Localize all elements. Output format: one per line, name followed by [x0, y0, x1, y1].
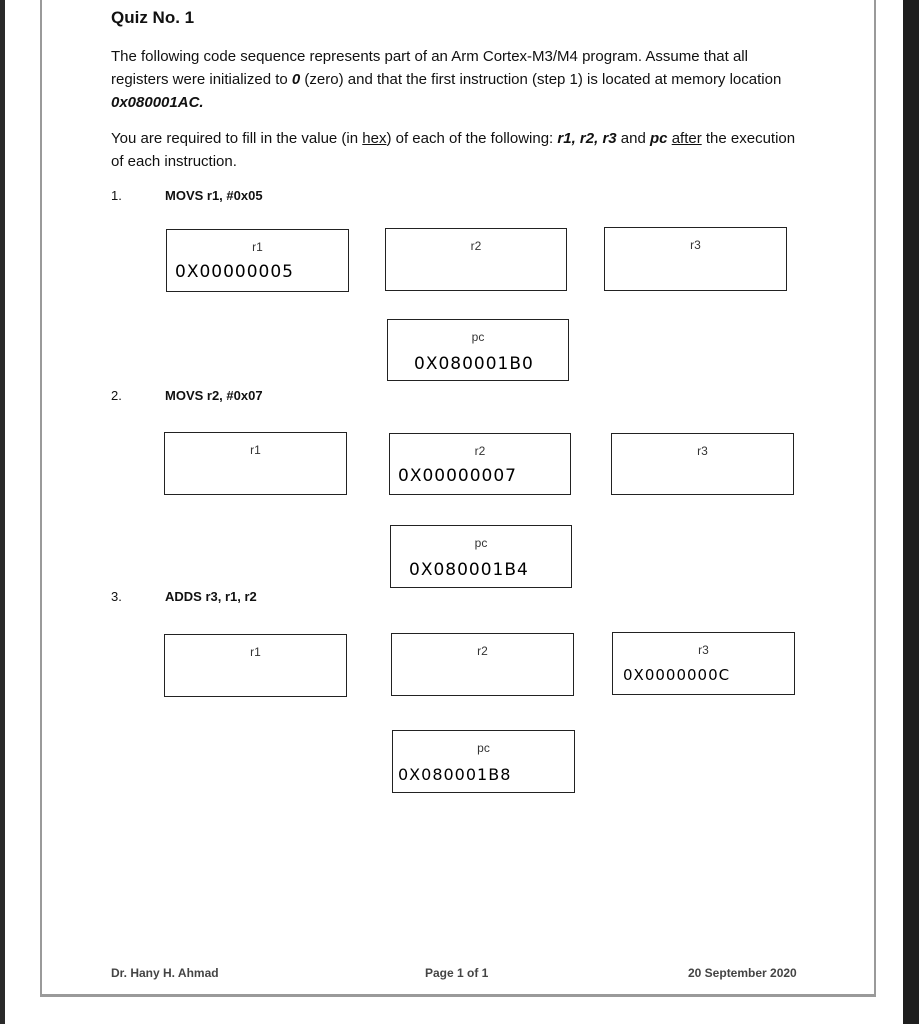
intro-text-cont: (zero) and that the first instruction (step 1) is located at memory location [300, 71, 782, 88]
step-2-number: 2. [111, 388, 122, 403]
step-3-r2-box[interactable] [391, 633, 574, 696]
footer-date: 20 September 2020 [688, 966, 797, 980]
reg-pc-word: pc [650, 130, 668, 147]
instructions-paragraph [111, 127, 801, 173]
hex-word: hex [362, 130, 387, 147]
step-2-r1-box[interactable] [164, 432, 347, 495]
footer-page-number: Page 1 of 1 [425, 966, 489, 980]
step-2-r2-box[interactable] [389, 433, 571, 495]
step-3-r1-box[interactable] [164, 634, 347, 697]
step-3-instruction: ADDS r3, r1, r2 [165, 589, 257, 604]
scan-edge-right [903, 0, 919, 1024]
step-1-number: 1. [111, 188, 122, 203]
reg-r2-word: r2, [579, 130, 599, 147]
r2-label: r2 [474, 444, 486, 458]
step-1-r1-box[interactable] [166, 229, 349, 292]
reg-r1-word: r1, [557, 130, 576, 147]
after-word: after [671, 130, 702, 147]
step-3-r3-box[interactable] [612, 632, 795, 695]
pc-label: pc [471, 330, 485, 344]
step-3-r3-value: 0X0000000C [623, 666, 731, 684]
step-3-pc-value: 0X080001B8 [398, 765, 512, 784]
footer-author: Dr. Hany H. Ahmad [111, 966, 219, 980]
quiz-title: Quiz No. 1 [111, 8, 195, 27]
intro-paragraph [111, 45, 801, 114]
r1-label: r1 [250, 443, 261, 457]
zero-value: 0 [291, 71, 301, 88]
r1-label: r1 [250, 645, 261, 659]
step-2-r3-box[interactable] [611, 433, 794, 495]
r2-label: r2 [477, 644, 488, 658]
r3-label: r3 [690, 238, 701, 252]
instructions-text-end: the execution of each instruction. [111, 130, 796, 170]
step-1-pc-value: 0X080001B0 [414, 354, 534, 374]
step-2-instruction: MOVS r2, #0x07 [165, 388, 263, 403]
and-word: and [616, 130, 651, 147]
r2-label: r2 [470, 239, 482, 253]
step-1-r1-value: 0X00000005 [175, 262, 294, 282]
pc-label: pc [474, 536, 488, 550]
scan-edge-left [0, 0, 5, 1024]
step-3-pc-box[interactable] [392, 730, 575, 793]
instructions-text-cont: ) of each of the following: [386, 130, 558, 147]
start-address: 0x080001AC. [111, 94, 204, 111]
r3-label: r3 [697, 444, 708, 458]
pc-label: pc [477, 741, 490, 755]
reg-r3-word: r3 [602, 130, 617, 147]
instructions-text: You are required to fill in the value (in [111, 130, 363, 147]
step-1-instruction: MOVS r1, #0x05 [165, 188, 263, 203]
step-2-pc-box[interactable] [390, 525, 572, 588]
step-1-r2-box[interactable] [385, 228, 567, 291]
r1-label: r1 [252, 240, 263, 254]
r3-label: r3 [698, 643, 709, 657]
intro-text: The following code sequence represents part of an Arm Cortex-M3/M4 program. Assume that all registers were initialized to [111, 48, 748, 88]
step-1-r3-box[interactable] [604, 227, 787, 291]
step-1-pc-box[interactable] [387, 319, 569, 381]
step-2-pc-value: 0X080001B4 [409, 560, 529, 580]
step-3-number: 3. [111, 589, 122, 604]
step-2-r2-value: 0X00000007 [398, 466, 517, 486]
